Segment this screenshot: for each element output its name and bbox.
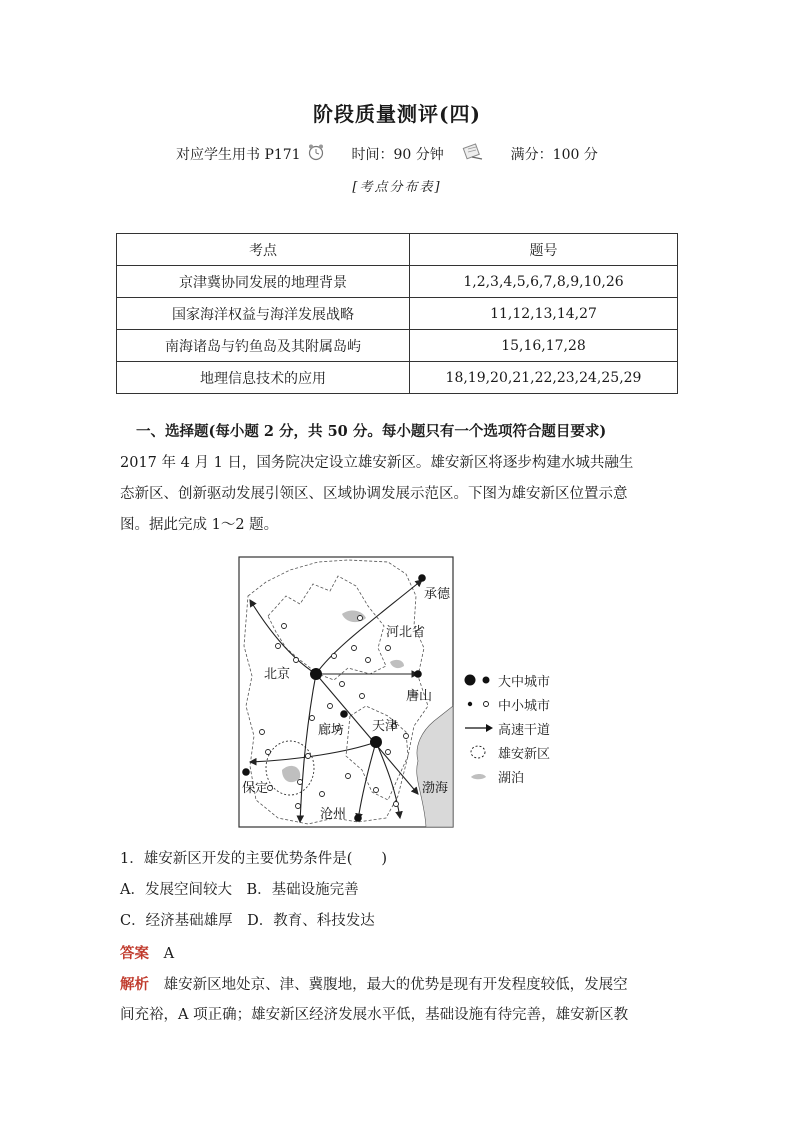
small-city-icon: [460, 697, 498, 711]
table-cell-questions: 18,19,20,21,22,23,24,25,29: [410, 362, 678, 394]
label-chengde: 承德: [424, 587, 451, 602]
legend-label: 雄安新区: [498, 746, 551, 762]
legend-item: [460, 764, 550, 788]
label-bohai: 渤海: [422, 781, 449, 796]
topic-table: [116, 233, 678, 394]
legend-item: [460, 668, 550, 692]
label-langfang: 廊坊: [318, 723, 345, 738]
table-cell-topic: 国家海洋权益与海洋发展战略: [117, 298, 410, 330]
legend-label: 大中城市: [498, 674, 551, 690]
intro-line-2: 态新区、创新驱动发展引领区、区域协调发展示范区。下图为雄安新区位置示意: [120, 486, 628, 502]
big-city-icon: [460, 673, 498, 687]
map-legend: [460, 668, 550, 788]
label-tangshan: 唐山: [406, 689, 433, 704]
table-row: [117, 266, 678, 298]
table-header-topic: 考点: [117, 234, 410, 266]
legend-label: 高速干道: [498, 722, 551, 738]
city-chengde-marker: [418, 574, 426, 582]
answer-value: A: [163, 946, 175, 962]
label-baoding: 保定: [242, 781, 269, 796]
book-reference: 对应学生用书 P171: [176, 147, 301, 163]
city-cangzhou-marker: [354, 814, 362, 822]
question-stem: 1．雄安新区开发的主要优势条件是( ): [120, 851, 388, 867]
table-cell-questions: 11,12,13,14,27: [410, 298, 678, 330]
highway-icon: [460, 721, 498, 735]
explanation-text: 雄安新区地处京、津、冀腹地，最大的优势是现有开发程度较低，发展空: [163, 977, 628, 993]
answer-label: 答案: [120, 945, 149, 962]
full-score: 满分：100 分: [510, 147, 598, 163]
city-baoding-marker: [242, 768, 250, 776]
legend-label: 湖泊: [498, 770, 525, 786]
table-row: [117, 362, 678, 394]
xiongan-location-map: [238, 556, 454, 828]
table-cell-topic: 地理信息技术的应用: [117, 362, 410, 394]
lake-icon: [460, 769, 498, 783]
city-langfang-marker: [340, 710, 348, 718]
table-row: [117, 298, 678, 330]
answer-line: [120, 938, 680, 970]
city-tangshan-marker: [414, 670, 422, 678]
city-beijing-marker: [310, 668, 322, 680]
table-header-row: [117, 234, 678, 266]
legend-item: [460, 740, 550, 764]
xiongan-area-icon: [460, 744, 498, 760]
explanation-line-1: [120, 969, 680, 1001]
label-beijing: 北京: [264, 667, 291, 682]
legend-item: [460, 692, 550, 716]
table-cell-topic: 京津冀协同发展的地理背景: [117, 266, 410, 298]
score-paper-icon: [462, 143, 484, 165]
table-row: [117, 330, 678, 362]
label-hebei: 河北省: [386, 625, 426, 640]
legend-item: [460, 716, 550, 740]
intro-line-3: 图。据此完成 1～2 题。: [120, 517, 279, 533]
explanation-label: 解析: [120, 976, 149, 993]
table-cell-questions: 1,2,3,4,5,6,7,8,9,10,26: [410, 266, 678, 298]
question-options-cd: C．经济基础雄厚 D．教育、科技发达: [120, 913, 375, 929]
question-options-ab: A．发展空间较大 B．基础设施完善: [120, 882, 359, 898]
meta-line: [176, 143, 598, 165]
label-cangzhou: 沧州: [320, 807, 347, 822]
legend-label: 中小城市: [498, 698, 551, 714]
topic-distribution-heading: [考点分布表]: [352, 180, 442, 195]
intro-line-1: 2017 年 4 月 1 日，国务院决定设立雄安新区。雄安新区将逐步构建水城共融生: [120, 455, 634, 471]
table-header-questions: 题号: [410, 234, 678, 266]
explanation-line-2: 间充裕，A 项正确；雄安新区经济发展水平低，基础设施有待完善，雄安新区教: [120, 1007, 629, 1023]
table-cell-topic: 南海诸岛与钓鱼岛及其附属岛屿: [117, 330, 410, 362]
section-heading: 一、选择题(每小题 2 分，共 50 分。每小题只有一个选项符合题目要求): [136, 423, 607, 440]
table-cell-questions: 15,16,17,28: [410, 330, 678, 362]
label-tianjin: 天津: [372, 719, 399, 734]
city-tianjin-marker: [370, 736, 382, 748]
page-title: 阶段质量测评(四): [313, 102, 481, 126]
clock-icon: [307, 143, 325, 165]
exam-time: 时间：90 分钟: [351, 147, 444, 163]
